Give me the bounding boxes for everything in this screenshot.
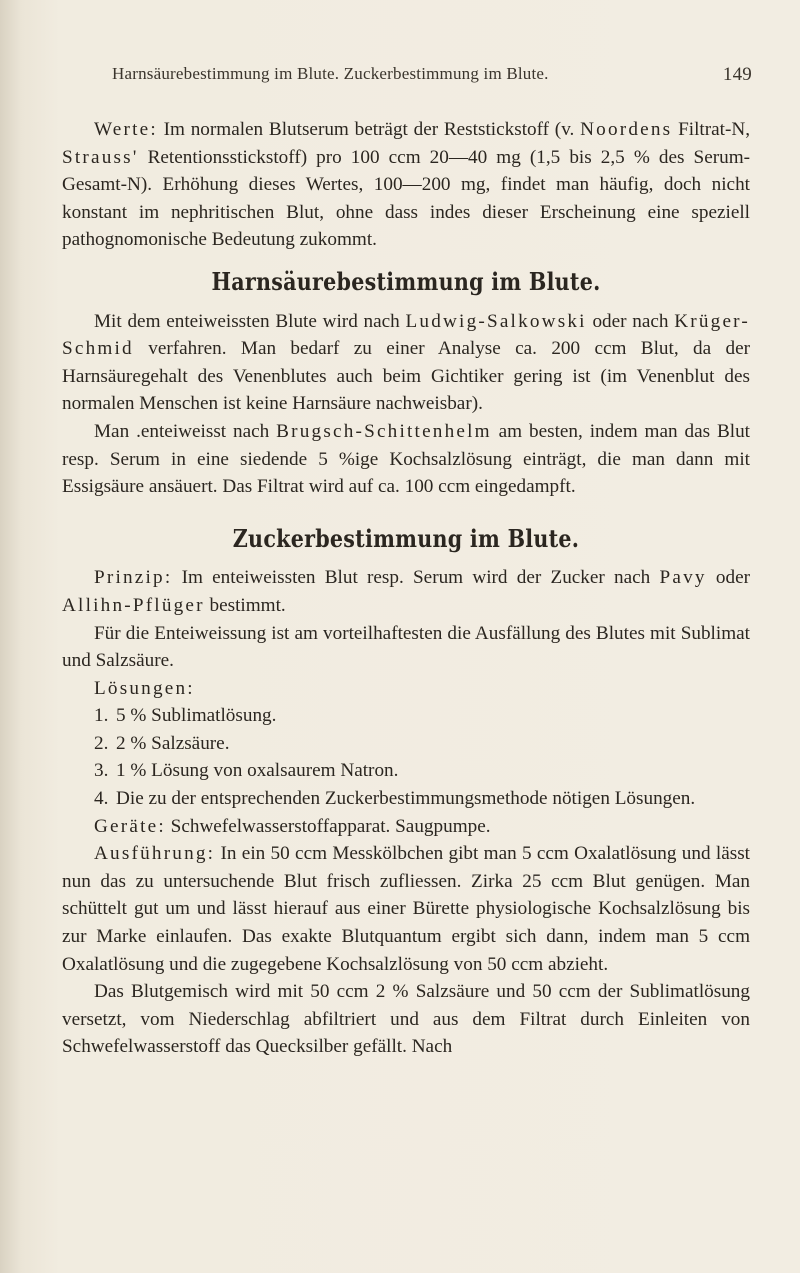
- harnsaeure-p2-text-a: Man .enteiweisst nach: [94, 420, 270, 442]
- author-pavy: Pavy: [659, 567, 707, 589]
- list-item: [94, 757, 750, 785]
- list-item-number: 2.: [94, 732, 109, 754]
- heading-zucker: Zuckerbestimmung im Blute.: [232, 523, 580, 553]
- author-strauss: Strauss': [62, 146, 139, 168]
- loesungen-heading: [62, 675, 750, 703]
- werte-label: Werte:: [94, 119, 158, 140]
- werte-text-2: Filtrat-N,: [678, 119, 751, 140]
- geraete-text: Schwefelwasserstoffapparat. Saugpumpe.: [170, 815, 491, 837]
- prinzip-text-a: Im enteiweissten Blut resp. Serum wird der Zucker nach: [181, 567, 651, 589]
- list-item: [94, 702, 750, 730]
- page-number: 149: [722, 64, 752, 85]
- list-item: [94, 730, 750, 758]
- author-brugsch-schittenhelm: Brugsch-Schittenhelm: [276, 420, 492, 442]
- author-allihn-pflueger: Allihn-Pflüger: [62, 594, 205, 616]
- author-noorden: Noordens: [580, 119, 673, 140]
- harnsaeure-paragraph-2: [62, 418, 750, 501]
- prinzip-paragraph: [62, 564, 750, 619]
- werte-text-1: Im normalen Blutserum beträgt der Reststickstoff (v.: [163, 119, 575, 140]
- running-head-title: Harnsäurebestimmung im Blute. Zuckerbestimmung im Blute.: [112, 64, 549, 83]
- harnsaeure-paragraph-1: [62, 308, 750, 418]
- author-ludwig-salkowski: Ludwig-Salkowski: [405, 310, 587, 332]
- prinzip-text-c: bestimmt.: [209, 594, 286, 616]
- enteiweissung-paragraph: Für die Enteiweissung ist am vorteilhaftesten die Ausfällung des Blutes mit Sublimat und Salzsäure.: [62, 622, 750, 672]
- ausfuehrung-paragraph: [62, 840, 750, 978]
- list-item-text: 1 % Lösung von oxalsaurem Natron.: [116, 760, 399, 782]
- list-item-number: 4.: [94, 788, 109, 810]
- harnsaeure-p1-text-b: oder nach: [592, 310, 669, 332]
- loesungen-label: Lösungen:: [94, 677, 195, 699]
- blutgemisch-paragraph: Das Blutgemisch wird mit 50 ccm 2 % Salzsäure und 50 ccm der Sublimatlösung versetzt, vom Niederschlag abfiltriert und aus dem Filtrat durch Einleiten von Schwefelwasserstoff das Quecksilber gefällt. Nach: [62, 981, 750, 1058]
- running-head: [112, 64, 752, 84]
- list-item-number: 3.: [94, 760, 109, 782]
- ausfuehrung-label: Ausführung:: [94, 843, 216, 865]
- author-krueger-schmid: Krüger-Schmid: [62, 310, 750, 360]
- loesungen-list: [62, 702, 750, 812]
- heading-harnsaeure: Harnsäurebestimmung im Blute.: [211, 266, 601, 296]
- harnsaeure-p1-text-c: verfahren. Man bedarf zu einer Analyse ca. 200 ccm Blut, da der Harnsäuregehalt des Venenblutes auch beim Gichtiker gering ist (im Venenblut des normalen Menschen ist keine Harnsäure nachweisbar).: [62, 338, 750, 415]
- list-item-number: 1.: [94, 705, 109, 727]
- harnsaeure-p2-text-b: am besten, indem man das Blut resp. Serum in eine siedende 5 %ige Kochsalzlösung einträgt, die man dann mit Essigsäure ansäuert. Das Filtrat wird auf ca. 100 ccm eingedampft.: [62, 420, 751, 498]
- list-item: [94, 785, 750, 813]
- werte-text-3: Retentionsstickstoff) pro 100 ccm 20—40 mg (1,5 bis 2,5 % des Serum-Gesamt-N). Erhöhung dieses Wertes, 100—200 mg, findet man häufig, doch nicht konstant im nephritischen Blut, ohne dass indes dieser Erscheinung eine speziell pathognomonische Bedeutung zukommt.: [62, 146, 751, 251]
- geraete-paragraph: [62, 813, 750, 841]
- list-item-text: Die zu der entsprechenden Zuckerbestimmungsmethode nötigen Lösungen.: [116, 788, 696, 810]
- section-gap: [62, 501, 750, 511]
- prinzip-label: Prinzip:: [94, 567, 173, 589]
- prinzip-text-b: oder: [715, 567, 750, 589]
- list-item-text: 2 % Salzsäure.: [116, 732, 230, 754]
- list-item-text: 5 % Sublimatlösung.: [116, 705, 277, 727]
- geraete-label: Geräte:: [94, 815, 166, 837]
- ausfuehrung-text: In ein 50 ccm Messkölbchen gibt man 5 ccm Oxalatlösung und lässt nun das zu untersuchende Blut frisch zufliessen. Zirka 25 ccm Blut genügen. Man schüttelt gut um und lässt hierauf aus einer Bürette physiologische Kochsalzlösung bis zur Marke einlaufen. Das exakte Blutquantum ergibt sich dann, indem man 5 ccm Oxalatlösung und die zugegebene Kochsalzlösung von 50 ccm abzieht.: [62, 843, 750, 975]
- page-content: [62, 116, 750, 1061]
- harnsaeure-p1-text-a: Mit dem enteiweissten Blute wird nach: [94, 310, 400, 332]
- werte-paragraph: [62, 116, 750, 254]
